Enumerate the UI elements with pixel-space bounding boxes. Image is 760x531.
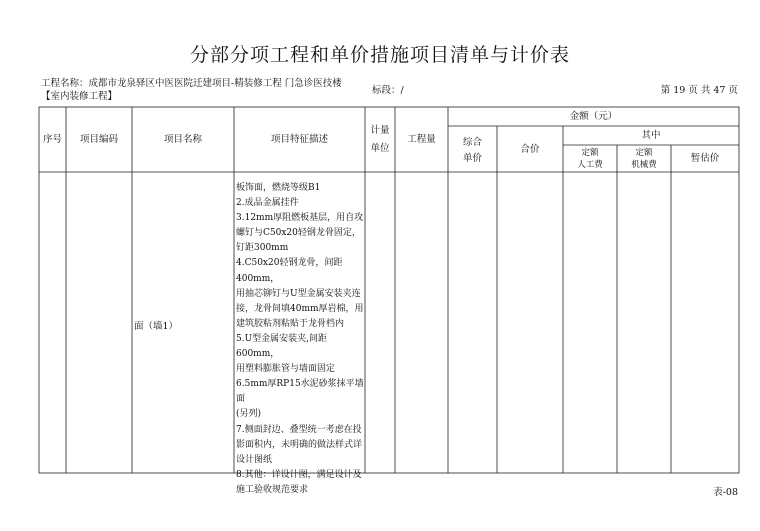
header-machine-1: 定额 [635, 148, 653, 158]
header-amount: 金额（元） [569, 111, 618, 122]
header-desc: 项目特征描述 [270, 134, 328, 145]
item-name: 面（墙1） [134, 321, 179, 332]
header-provisional: 暂估价 [690, 153, 720, 164]
desc-line: 3.12mm厚阻燃板基层，用自攻 [236, 213, 364, 224]
desc-line: 施工验收规范要求 [236, 484, 309, 495]
document-title: 分部分项工程和单价措施项目清单与计价表 [189, 44, 570, 66]
desc-line: 用塑料膨胀管与墙面固定 [236, 364, 336, 375]
desc-line: 7.侧面封边、叠型统一考虑在投 [236, 424, 362, 435]
desc-line: 建筑胶粘剂粘贴于龙骨档内 [236, 318, 345, 329]
project-name: 工程名称：成都市龙泉驿区中医医院迁建项目-精装修工程 门急诊医技楼 【室内装修工程】 [41, 78, 342, 102]
desc-line: 设计图纸 [236, 454, 273, 465]
desc-line: 影面积内，未明确的做法样式详 [236, 439, 363, 450]
header-of-which: 其中 [641, 130, 661, 141]
header-name: 项目名称 [163, 134, 202, 145]
desc-line: 螺钉与C50x20轻钢龙骨固定， [236, 228, 361, 239]
header-seq: 序号 [42, 134, 62, 145]
desc-line: 5.U型金属安装夹,间距600mm， [236, 333, 328, 360]
header-total: 合价 [520, 144, 540, 155]
desc-line: 板饰面，燃烧等级B1 [236, 183, 321, 193]
header-unit-price-2: 单价 [462, 153, 482, 164]
header-unit-2: 单位 [370, 143, 390, 154]
header-labor-2: 人工费 [577, 160, 603, 170]
item-description [236, 181, 366, 498]
header-qty: 工程量 [407, 134, 436, 145]
desc-line: 6.5mm厚RP15水泥砂浆抹平墙面 [236, 379, 364, 405]
desc-line: 接，龙骨间填40mm厚岩棉，用 [236, 303, 364, 314]
header-labor-1: 定额 [581, 148, 599, 158]
desc-line: 8.其他：详设计图，满足设计及 [236, 469, 362, 480]
header-code: 项目编码 [79, 134, 118, 145]
form-number: 表-08 [713, 487, 738, 498]
desc-line: 4.C50x20轻钢龙骨，间距400mm， [236, 258, 343, 284]
header-unit-price-1: 综合 [462, 137, 482, 148]
header-unit-1: 计量 [370, 125, 390, 136]
header-machine-2: 机械费 [631, 160, 657, 170]
desc-line: (另列) [236, 409, 262, 420]
desc-line: 2.成品金属挂件 [236, 198, 299, 209]
section-label: 标段：/ [372, 85, 404, 96]
desc-line: 钉距300mm [236, 243, 289, 254]
page-number: 第 19 页 共 47 页 [660, 85, 738, 96]
desc-line: 用抽芯铆钉与U型金属安装夹连 [236, 288, 361, 299]
